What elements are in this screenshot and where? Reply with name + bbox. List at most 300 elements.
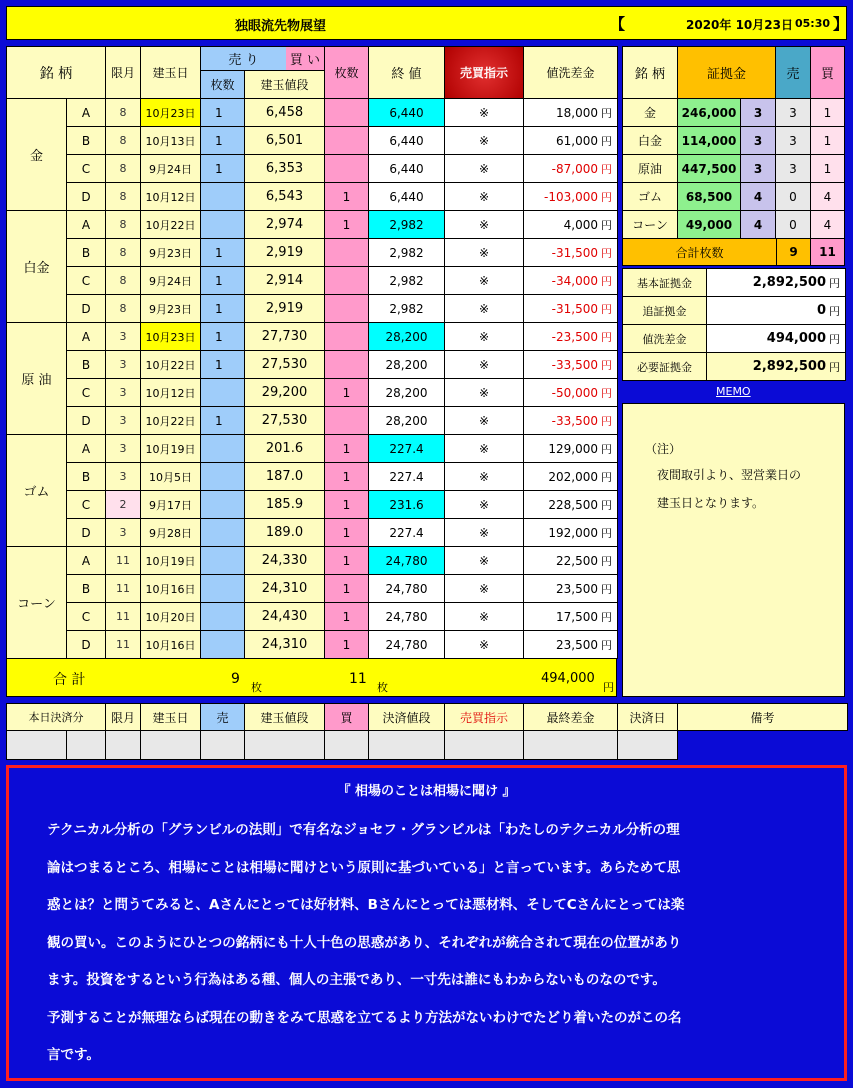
side-product-name: 原油 [637,162,662,176]
buy-count [325,267,368,294]
sell-count: 1 [215,105,223,120]
product-name: 金 [29,149,43,164]
side-total-sell: 9 [777,239,811,265]
open-date: 9月24日 [149,274,192,288]
diff-value: 23,500 [556,637,598,652]
margin-value: 2,892,500 [752,359,826,374]
sell-count [201,519,244,546]
position-letter: B [81,581,91,596]
side-buy-count: 1 [823,133,832,148]
yen-unit: 円 [601,526,612,540]
side-margin: 68,500 [678,183,741,210]
totals-label: 合 計 [53,672,86,688]
entry-price: 2,914 [265,273,304,288]
settle-header-signal: 売買指示 [459,710,508,725]
product-name: コーン [17,597,56,612]
sell-count [201,435,244,462]
close-price: 28,200 [385,385,428,400]
diff-value: 18,000 [556,105,598,120]
sell-count [201,463,244,490]
contract-month: 8 [119,218,127,231]
settle-cell[interactable] [369,731,445,760]
mark-to-market [524,99,617,126]
quote-line: 惑とは？と問うてみると、Aさんにとっては好材料、Bさんにとっては悪材料、そしてCさんにとっては楽 [47,897,685,913]
side-margin: 246,000 [678,99,741,126]
sell-count [201,631,244,658]
yen-unit: 円 [601,134,612,148]
time-display: 05:30 [795,17,831,30]
side-lot-count: 3 [741,99,775,126]
side-lot-count: 4 [741,211,775,238]
sell-count [201,211,244,238]
quote-line: 言です。 [47,1047,100,1063]
mark-to-market [524,547,617,574]
contract-month: 3 [119,414,127,427]
entry-price: 2,974 [265,217,304,232]
margin-value-cell [707,297,845,324]
margin-summary-row [623,269,846,297]
open-date: 10月22日 [145,358,196,372]
trade-signal: ※ [478,301,490,316]
settle-cell[interactable] [524,731,618,760]
side-margin: 447,500 [678,155,741,182]
totals-bar [6,658,617,697]
position-letter: B [81,357,91,372]
header-sell: 売 り [201,47,286,70]
side-row [623,211,845,239]
entry-price: 24,430 [261,609,308,624]
settle-cell[interactable] [445,731,524,760]
buy-count: 1 [342,525,351,540]
mark-to-market [524,491,617,518]
mark-to-market [524,631,617,658]
position-letter: B [81,133,91,148]
mark-to-market [524,379,617,406]
buy-count [325,155,368,182]
margin-value: 0 [816,303,826,318]
close-price: 2,982 [389,217,424,232]
contract-month: 3 [119,526,127,539]
close-price: 227.4 [389,441,424,456]
entry-price: 24,310 [261,581,308,596]
position-row [7,491,618,519]
header-row-1 [7,47,618,71]
contract-month: 8 [119,134,127,147]
yen-unit: 円 [601,386,612,400]
side-margin: 114,000 [678,127,741,154]
position-row [7,463,618,491]
position-letter: B [81,245,91,260]
trade-signal: ※ [478,245,490,260]
position-letter: C [81,273,91,288]
margin-label: 必要証拠金 [637,360,692,374]
side-buy-count: 1 [823,105,832,120]
open-date: 10月22日 [145,218,196,232]
yen-unit: 円 [601,162,612,176]
mark-to-market [524,351,617,378]
yen-unit: 円 [829,276,840,290]
settle-cell[interactable] [7,731,67,760]
contract-month: 8 [119,162,127,175]
side-row [623,127,845,155]
quote-line: 論はつまるところ、相場にことは相場に聞けという原則に基づいている」と言っています。あらためて思 [47,859,681,876]
mark-to-market [524,407,617,434]
buy-count: 1 [342,553,351,568]
trade-signal: ※ [478,105,490,120]
diff-value: 202,000 [548,469,598,484]
title-bar [6,6,847,40]
side-header-row [623,47,845,99]
position-row [7,99,618,127]
position-letter: C [81,609,91,624]
side-header-margin: 証拠金 [706,67,746,82]
side-sell-count: 3 [789,133,797,148]
diff-value: 4,000 [563,217,598,232]
product-name: ゴム [23,485,50,500]
open-date: 10月16日 [145,638,196,652]
position-letter: A [81,329,91,344]
settle-cell[interactable] [67,731,106,760]
mark-to-market [524,463,617,490]
page-title: 独眼流先物展望 [235,19,327,34]
close-price: 2,982 [389,273,424,288]
sell-count: 1 [215,273,223,288]
yen-unit: 円 [601,582,612,596]
contract-month: 11 [116,554,130,567]
entry-price: 6,353 [265,161,304,176]
close-price: 231.6 [389,497,424,512]
settle-cell[interactable] [141,731,201,760]
sell-count [201,491,244,518]
margin-value-cell [707,325,845,352]
sell-count: 1 [215,329,223,344]
position-letter: A [81,553,91,568]
sell-count [201,575,244,602]
settle-empty-row [7,731,848,760]
header-open-date: 建玉日 [152,66,189,80]
position-letter: C [81,161,91,176]
header-limit: 限月 [110,66,135,80]
close-price: 28,200 [385,413,428,428]
position-letter: D [81,413,91,428]
quote-panel [6,765,847,1081]
position-letter: C [81,385,91,400]
entry-price: 27,530 [261,357,308,372]
position-letter: D [81,637,91,652]
header-entry-price: 建玉値段 [260,78,309,92]
close-price: 227.4 [389,525,424,540]
contract-month: 3 [119,470,127,483]
contract-month: 8 [119,246,127,259]
side-lot-count: 4 [741,183,775,210]
side-sell-count: 0 [789,217,797,232]
buy-count [325,127,368,154]
yen-unit: 円 [601,330,612,344]
diff-value: -103,000 [544,189,598,204]
sell-count: 1 [215,133,223,148]
mark-to-market [524,239,617,266]
open-date: 10月22日 [145,414,196,428]
open-date: 10月23日 [145,330,196,344]
side-product-name: コーン [632,218,668,232]
memo-line-1: 夜間取引より、翌営業日の [657,468,802,482]
entry-price: 185.9 [265,497,304,512]
position-letter: A [81,105,91,120]
buy-count: 1 [342,469,351,484]
yen-unit: 円 [829,304,840,318]
buy-count: 1 [342,441,351,456]
yen-unit: 円 [601,190,612,204]
date-bracket-open: 【 [610,15,626,33]
margin-value: 494,000 [766,331,826,346]
trade-signal: ※ [478,497,490,512]
entry-price: 187.0 [265,469,304,484]
position-row [7,351,618,379]
open-date: 10月12日 [145,190,196,204]
mark-to-market [524,519,617,546]
close-price: 6,440 [389,189,424,204]
header-diff: 値洗差金 [546,66,595,80]
quote-line: ます。投資をするという行為はある種、個人の主張であり、一寸先は誰にもわからないものなのです。 [47,972,666,988]
totals-diff: 494,000 [541,671,595,686]
diff-value: 22,500 [556,553,598,568]
trade-signal: ※ [478,441,490,456]
close-price: 2,982 [389,301,424,316]
side-row [623,183,845,211]
margin-label: 値洗差金 [642,332,687,346]
header-name: 銘 柄 [39,65,73,82]
side-total-label: 合計枚数 [623,239,777,265]
margin-summary-row [623,353,846,381]
settle-cell[interactable] [106,731,141,760]
date-bracket-close: 】 [833,15,849,33]
product-name: 原 油 [21,373,52,388]
yen-unit: 円 [601,302,612,316]
contract-month: 11 [116,638,130,651]
position-letter: D [81,525,91,540]
date-display: 2020年 10月23日 [686,18,793,32]
open-date: 10月13日 [145,134,196,148]
trade-signal: ※ [478,133,490,148]
buy-count [325,99,368,126]
settle-header-final-diff: 最終差金 [546,710,595,725]
settle-header-remarks: 備考 [750,710,775,725]
yen-unit: 円 [601,274,612,288]
yen-unit: 円 [829,360,840,374]
open-date: 10月5日 [149,470,192,484]
entry-price: 6,543 [265,189,304,204]
open-date: 9月24日 [149,162,192,176]
open-date: 10月19日 [145,442,196,456]
mark-to-market [524,267,617,294]
close-price: 6,440 [389,133,424,148]
side-header-name: 銘 柄 [634,67,666,82]
settle-header-settle-date: 決済日 [629,710,666,725]
sell-count: 1 [215,245,223,260]
diff-value: 192,000 [548,525,598,540]
entry-price: 2,919 [265,245,304,260]
open-date: 9月23日 [149,246,192,260]
side-row [623,99,845,127]
diff-value: 23,500 [556,581,598,596]
position-row [7,379,618,407]
open-date: 10月19日 [145,554,196,568]
settle-cell[interactable] [201,731,245,760]
yen-unit: 円 [601,554,612,568]
position-row [7,295,618,323]
entry-price: 24,310 [261,637,308,652]
header-sell-count: 枚数 [210,78,235,92]
trade-signal: ※ [478,329,490,344]
diff-value: -31,500 [551,245,598,260]
margin-value-cell [707,269,845,296]
header-close: 終 値 [391,67,422,82]
diff-value: -31,500 [551,301,598,316]
close-price: 6,440 [389,161,424,176]
memo-line-2: 建玉日となります。 [657,496,765,510]
position-row [7,519,618,547]
position-letter: D [81,189,91,204]
position-row [7,575,618,603]
close-price: 24,780 [385,609,428,624]
mark-to-market [524,211,617,238]
position-letter: A [81,217,91,232]
mark-to-market [524,155,617,182]
close-price: 24,780 [385,581,428,596]
settle-header-entry-price: 建玉値段 [260,710,309,725]
diff-value: 228,500 [548,497,598,512]
close-price: 24,780 [385,553,428,568]
settle-cell[interactable] [325,731,369,760]
contract-month: 11 [116,582,130,595]
side-sell-count: 3 [789,161,797,176]
yen-unit: 円 [601,498,612,512]
position-row [7,323,618,351]
position-row [7,211,618,239]
side-lot-count: 3 [741,155,775,182]
sell-count [201,379,244,406]
diff-value: -87,000 [551,161,598,176]
margin-value-cell [707,353,845,380]
sell-count: 1 [215,301,223,316]
diff-value: 17,500 [556,609,598,624]
diff-value: -34,000 [551,273,598,288]
trade-signal: ※ [478,273,490,288]
position-row [7,267,618,295]
trade-signal: ※ [478,553,490,568]
buy-count [325,239,368,266]
header-signal: 売買指示 [459,66,508,80]
side-product-name: 金 [643,106,656,120]
contract-month: 3 [119,330,127,343]
yen-unit: 円 [601,442,612,456]
position-letter: D [81,301,91,316]
settle-cell[interactable] [618,731,678,760]
trade-signal: ※ [478,469,490,484]
header-buy: 買 い [286,47,324,70]
entry-price: 24,330 [261,553,308,568]
sell-count [201,547,244,574]
entry-price: 27,730 [261,329,308,344]
mark-to-market [524,603,617,630]
buy-count: 1 [342,581,351,596]
margin-summary-row [623,297,846,325]
buy-count [325,407,368,434]
settle-header-today: 本日決済分 [28,711,84,724]
settle-header-row [7,704,848,731]
buy-count: 1 [342,189,351,204]
position-row [7,183,618,211]
close-price: 28,200 [385,329,428,344]
product-name: 白金 [23,261,50,276]
contract-month: 8 [119,302,127,315]
totals-sell: 9 [231,671,240,687]
diff-value: 61,000 [556,133,598,148]
diff-value: -50,000 [551,385,598,400]
buy-count: 1 [342,217,351,232]
trade-signal: ※ [478,637,490,652]
buy-count: 1 [342,497,351,512]
contract-month: 8 [119,106,127,119]
open-date: 9月28日 [149,526,192,540]
entry-price: 6,501 [265,133,304,148]
sell-count [201,603,244,630]
settle-header-open-date: 建玉日 [152,710,189,725]
yen-unit: 円 [601,470,612,484]
entry-price: 2,919 [265,301,304,316]
close-price: 2,982 [389,245,424,260]
settlement-table [6,703,848,760]
totals-buy-unit: 枚 [377,681,388,694]
quote-title: 『 相場のことは相場に聞け 』 [337,784,516,799]
contract-month: 3 [119,386,127,399]
diff-value: -23,500 [551,329,598,344]
memo-note: （注） [645,442,682,456]
position-letter: A [81,441,91,456]
sell-count: 1 [215,413,223,428]
contract-month: 8 [119,274,127,287]
quote-line: テクニカル分析の「グランビルの法則」で有名なジョセフ・グランビルは「わたしのテクニカル分析の理 [47,822,680,838]
trade-signal: ※ [478,413,490,428]
position-row [7,127,618,155]
mark-to-market [524,183,617,210]
contract-month: 3 [119,442,127,455]
trade-signal: ※ [478,609,490,624]
trade-signal: ※ [478,161,490,176]
buy-count: 1 [342,609,351,624]
margin-summary-row [623,325,846,353]
side-product-name: ゴム [637,190,662,204]
settle-header-settle-price: 決済値段 [382,710,431,725]
side-margin: 49,000 [678,211,741,238]
side-total-buy: 11 [811,239,844,265]
margin-value: 2,892,500 [752,275,826,290]
mark-to-market [524,295,617,322]
memo-panel [622,403,845,697]
position-row [7,239,618,267]
settle-header-sell: 売 [216,710,229,725]
position-row [7,407,618,435]
open-date: 10月23日 [145,106,196,120]
diff-value: -33,500 [551,357,598,372]
memo-link[interactable]: MEMO [716,385,751,398]
trade-signal: ※ [478,357,490,372]
position-row [7,435,618,463]
side-header-buy: 買 [820,67,834,82]
totals-sell-unit: 枚 [251,681,262,694]
yen-unit: 円 [829,332,840,346]
settle-cell[interactable] [245,731,325,760]
